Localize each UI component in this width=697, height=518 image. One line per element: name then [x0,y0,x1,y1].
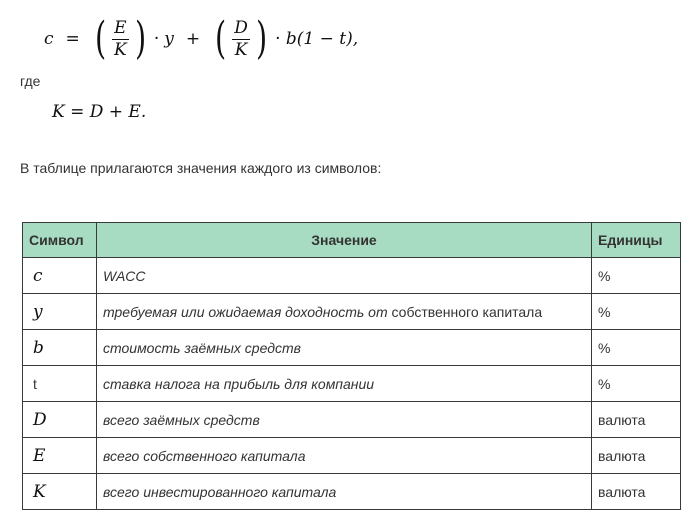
formula-plus: + [185,29,201,49]
table-row [23,366,681,402]
table-row [23,402,681,438]
unit-cell: % [592,294,681,330]
description-cell: WACC [97,258,592,294]
symbol-cell: b [23,330,97,366]
header-value: Значение [97,223,592,258]
fraction-denominator: K [113,39,127,60]
header-units: Единицы [592,223,681,258]
table-row [23,438,681,474]
table-row [23,294,681,330]
symbol-cell: D [23,402,97,438]
description-upright: собственного капитала [387,303,543,320]
unit-cell: % [592,330,681,366]
unit-cell: валюта [592,474,681,510]
description-cell: всего собственного капитала [97,438,592,474]
description-cell: ставка налога на прибыль для компании [97,366,592,402]
header-symbol: Символ [23,223,97,258]
description-italic: требуемая или ожидаемая доходность от [103,303,388,320]
formula-tail: · b(1 − t), [275,29,359,49]
formula-equals: = [65,29,80,49]
fraction-numerator: D [234,17,248,38]
symbols-table [22,222,681,510]
fraction-denominator: K [234,39,248,60]
unit-cell: % [592,366,681,402]
table-row [23,258,681,294]
table-header-row [23,223,681,258]
description-cell: стоимость заёмных средств [97,330,592,366]
formula-dot: · [153,29,160,49]
fraction-e-over-k [112,19,129,60]
symbol-cell: t [23,366,97,402]
intro-text: В таблице прилагаются значения каждого из символов: [20,160,382,176]
where-label: где [20,73,41,89]
fraction-numerator: E [114,17,127,38]
unit-cell: валюта [592,438,681,474]
symbol-cell: K [23,474,97,510]
description-cell [97,294,592,330]
formula-lhs: c [44,29,54,49]
symbol-cell: E [23,438,97,474]
symbol-cell: c [23,258,97,294]
description-cell: всего заёмных средств [97,402,592,438]
table-row [23,330,681,366]
wacc-formula: c = ( $\frac{E}{K}$ ) · y + ( $\frac{D}{K}$ ) · b(1 − t), [44,13,359,64]
unit-cell: валюта [592,402,681,438]
formula-y: y [164,29,174,49]
fraction-d-over-k [232,19,250,60]
k-definition: K = D + E. [52,102,147,122]
unit-cell: % [592,258,681,294]
table-row [23,474,681,510]
symbol-cell: y [23,294,97,330]
description-cell: всего инвестированного капитала [97,474,592,510]
